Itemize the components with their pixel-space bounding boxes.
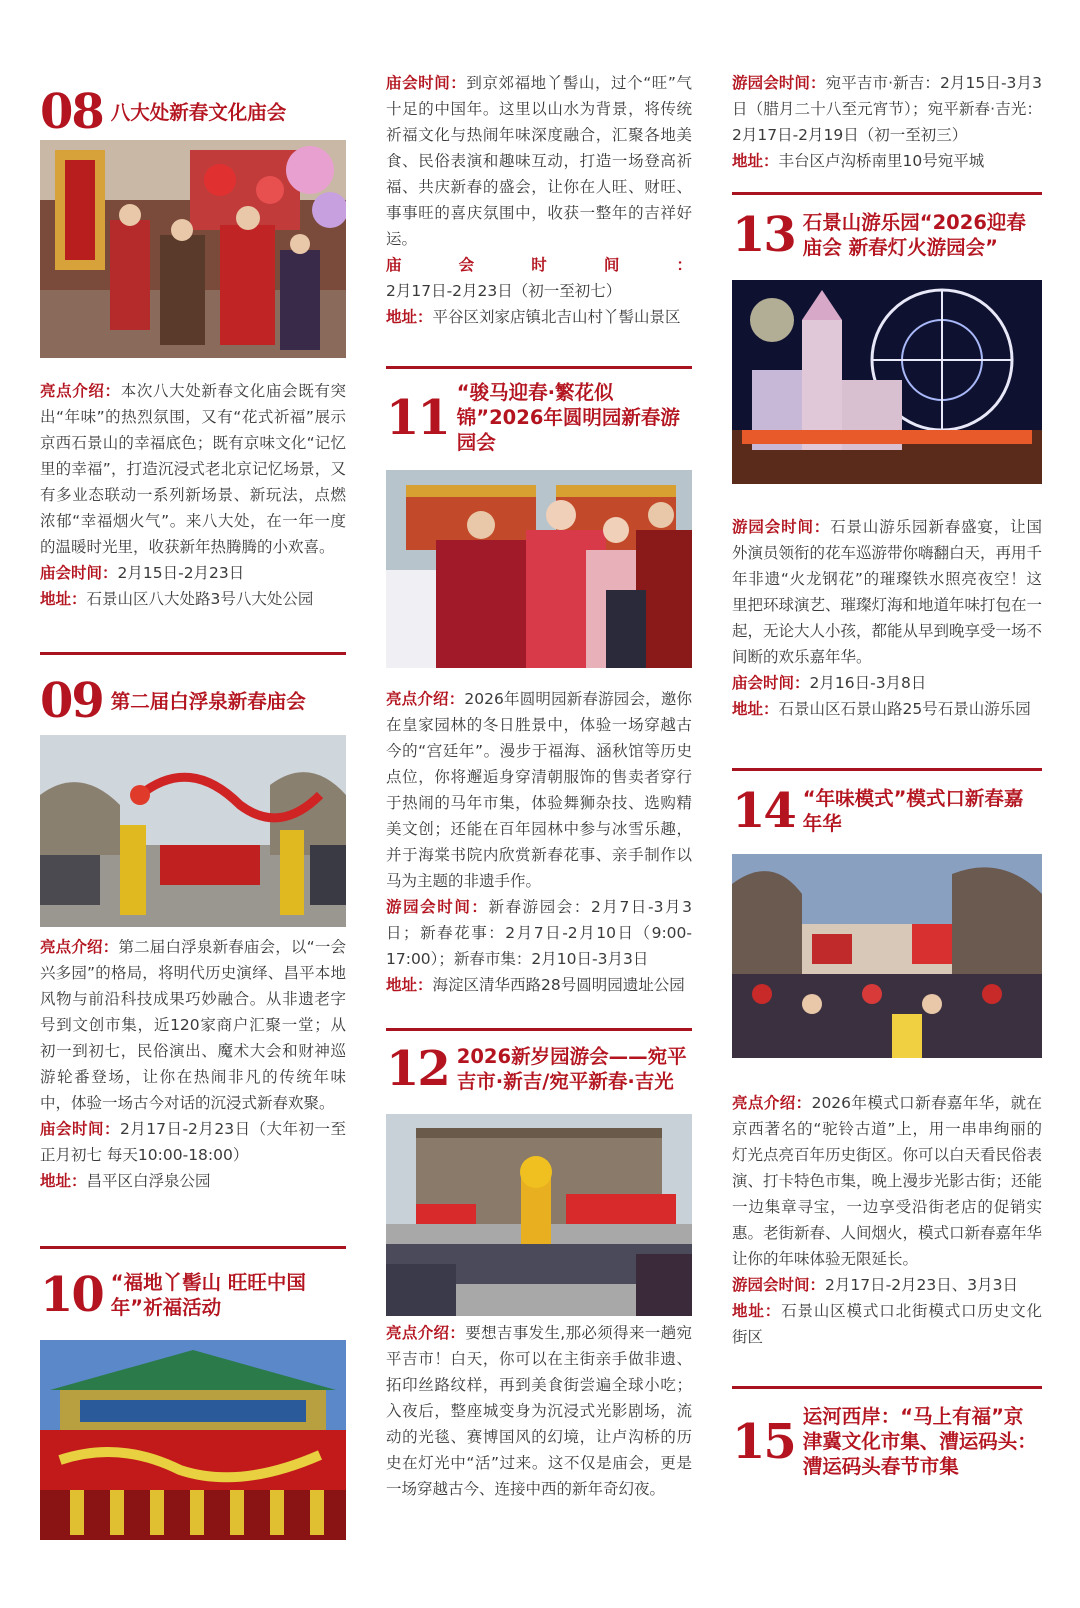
highlight-label: 亮点介绍： xyxy=(40,382,121,400)
item-number: 13 xyxy=(732,207,795,263)
divider xyxy=(386,366,692,369)
item-09-header xyxy=(40,673,346,729)
time-line xyxy=(40,560,346,586)
time-line xyxy=(732,70,1042,148)
address-label: 地址： xyxy=(386,308,433,326)
highlight-label: 庙会时间： xyxy=(386,74,467,92)
time-line xyxy=(732,1272,1042,1298)
item-15-header xyxy=(732,1404,1042,1484)
time-text: 2月17日-2月23日（初一至初七） xyxy=(386,282,622,300)
address-text: 石景山区模式口北街模式口历史文化街区 xyxy=(732,1302,1042,1346)
item-number: 14 xyxy=(732,783,795,839)
item-number: 10 xyxy=(40,1267,103,1323)
item-11-body xyxy=(386,686,692,998)
item-13-body xyxy=(732,514,1042,722)
address-label: 地址： xyxy=(40,590,87,608)
time-line xyxy=(386,894,692,972)
item-13-header xyxy=(732,207,1042,270)
item-title: 石景山游乐园“2026迎春庙会 新春灯火游园会” xyxy=(802,211,1026,259)
item-12-body-continued xyxy=(732,70,1042,174)
item-11-header xyxy=(386,380,692,460)
address-line xyxy=(732,696,1042,722)
item-number: 11 xyxy=(386,389,449,446)
address-line xyxy=(732,148,1042,174)
highlight-paragraph xyxy=(386,1320,692,1502)
highlight-paragraph xyxy=(732,1090,1042,1272)
divider xyxy=(732,192,1042,195)
address-text: 石景山区八大处路3号八大处公园 xyxy=(86,590,314,608)
divider xyxy=(40,1246,346,1249)
address-text: 石景山区石景山路25号石景山游乐园 xyxy=(778,700,1031,718)
time-label: 庙会时间： xyxy=(732,674,810,692)
time-text: 2月15日-2月23日 xyxy=(117,564,245,582)
address-label: 地址： xyxy=(732,700,779,718)
time-line xyxy=(40,1116,346,1168)
highlight-paragraph xyxy=(386,70,692,252)
item-number: 12 xyxy=(386,1041,449,1097)
photo-yajishan-temple xyxy=(40,1340,346,1540)
item-title: 第二届白浮泉新春庙会 xyxy=(110,689,306,713)
address-label: 地址： xyxy=(40,1172,87,1190)
highlight-text: 到京郊福地丫髻山，过个“旺”气十足的中国年。这里以山水为背景，将传统祈福文化与热闹年味深度融合，汇聚各地美食、民俗表演和趣味互动，打造一场登高祈福、共庆新春的盛会，让你在人旺、财旺、事事旺的喜庆氛围中，收获一整年的吉祥好运。 xyxy=(386,74,692,248)
item-title: 八大处新春文化庙会 xyxy=(110,100,287,124)
address-line xyxy=(732,1298,1042,1350)
time-label: 游园会时间： xyxy=(732,74,826,92)
item-10-header xyxy=(40,1267,346,1330)
item-10-body xyxy=(386,70,692,330)
address-text: 丰台区卢沟桥南里10号宛平城 xyxy=(778,152,985,170)
photo-yuanmingyuan-fair xyxy=(386,470,692,668)
photo-wanping-city xyxy=(386,1114,692,1316)
highlight-paragraph xyxy=(386,686,692,894)
time-text: 2月17日-2月23日、3月3日 xyxy=(825,1276,1019,1294)
item-14-header xyxy=(732,783,1042,846)
time-text: 新春游园会：2月7日-3月3日；新春花事：2月7日-2月10日（9:00-17:00）；新春市集：2月10日-3月3日 xyxy=(386,898,692,968)
divider xyxy=(386,1028,692,1031)
time-label: 庙会时间： xyxy=(40,1120,120,1138)
highlight-text: 本次八大处新春文化庙会既有突出“年味”的热烈氛围，又有“花式祈福”展示京西石景山的幸福底色；既有京味文化“记忆里的幸福”，打造沉浸式老北京记忆场景，又有多业态联动一系列新场景、新玩法，点燃浓郁“幸福烟火气”。来八大处，在一年一度的温暖时光里，收获新年热腾腾的小欢喜。 xyxy=(40,382,346,556)
highlight-paragraph xyxy=(40,934,346,1116)
item-number: 09 xyxy=(40,673,103,729)
highlight-label: 亮点介绍： xyxy=(386,690,465,708)
item-number: 08 xyxy=(40,84,103,140)
address-label: 地址： xyxy=(732,152,779,170)
item-title: “年味模式”模式口新春嘉年华 xyxy=(802,787,1024,835)
address-line xyxy=(386,304,692,330)
time-label: 庙会时间： xyxy=(386,256,692,274)
item-number: 15 xyxy=(732,1413,795,1470)
item-14-body xyxy=(732,1090,1042,1350)
highlight-text: 2026年圆明园新春游园会，邀你在皇家园林的冬日胜景中，体验一场穿越古今的“宫廷年”。漫步于福海、涵秋馆等历史点位，你将邂逅身穿清朝服饰的售卖者穿行于热闹的马年市集，体验舞狮杂技、选购精美文创；还能在百年园林中参与冰雪乐趣，并于海棠书院内欣赏新春花事、亲手制作以马为主题的非遗手作。 xyxy=(386,690,692,890)
time-line xyxy=(386,252,692,304)
item-08-body xyxy=(40,378,346,612)
time-text: 2月16日-3月8日 xyxy=(809,674,927,692)
address-text: 平谷区刘家店镇北吉山村丫髻山景区 xyxy=(432,308,681,326)
address-line xyxy=(40,586,346,612)
item-09-body xyxy=(40,934,346,1194)
highlight-label: 亮点介绍： xyxy=(732,1094,812,1112)
time-label: 游园会时间： xyxy=(386,898,489,916)
item-title: “福地丫髻山 旺旺中国年”祈福活动 xyxy=(110,1271,306,1319)
photo-badachu-temple-fair xyxy=(40,140,346,358)
time-text: 2月17日-2月23日（大年初一至正月初七 每天10:00-18:00） xyxy=(40,1120,346,1164)
item-12-body xyxy=(386,1320,692,1502)
item-title: 运河西岸：“马上有福”京津冀文化市集、漕运码头：漕运码头春节市集 xyxy=(802,1405,1037,1478)
divider xyxy=(732,1386,1042,1389)
address-text: 昌平区白浮泉公园 xyxy=(86,1172,211,1190)
highlight-text: 第二届白浮泉新春庙会，以“一会兴多园”的格局，将明代历史演绎、昌平本地风物与前沿科技成果巧妙融合。从非遗老字号到文创市集，近120家商户汇聚一堂；从初一到初七，民俗演出、魔术大会和财神巡游轮番登场，让你在热闹非凡的传统年味中，体验一场古今对话的沉浸式新春欢聚。 xyxy=(40,938,346,1112)
highlight-text: 2026年模式口新春嘉年华，就在京西著名的“驼铃古道”上，用一串串绚丽的灯光点亮百年历史街区。你可以白天看民俗表演、打卡特色市集，晚上漫步光影古街；还能一边集章寻宝，一边享受沿街老店的促销实惠。老街新春、人间烟火，模式口新春嘉年华让你的年味体验无限延长。 xyxy=(732,1094,1043,1268)
address-label: 地址： xyxy=(386,976,433,994)
time-line xyxy=(732,670,1042,696)
time-label: 游园会时间： xyxy=(732,1276,826,1294)
highlight-label: 游园会时间： xyxy=(732,518,831,536)
address-line xyxy=(40,1168,346,1194)
divider xyxy=(40,652,346,655)
item-12-header xyxy=(386,1041,692,1104)
photo-baifuquan-dragon-dance xyxy=(40,735,346,927)
highlight-label: 亮点介绍： xyxy=(386,1324,466,1342)
highlight-label: 亮点介绍： xyxy=(40,938,119,956)
highlight-paragraph xyxy=(40,378,346,560)
highlight-text: 要想吉事发生,那必须得来一趟宛平吉市！白天，你可以在主街亲手做非遗、拓印丝路纹样，再到美食街尝遍全球小吃；入夜后，整座城变身为沉浸式光影剧场，流动的光毯、赛博国风的幻境，让卢沟桥的历史在灯光中“活”过来。这不仅是庙会，更是一场穿越古今、连接中西的新年奇幻夜。 xyxy=(386,1324,692,1498)
highlight-paragraph xyxy=(732,514,1042,670)
address-label: 地址： xyxy=(732,1302,782,1320)
item-title: 2026新岁园游会——宛平吉市·新吉/宛平新春·吉光 xyxy=(456,1045,687,1093)
item-title: “骏马迎春·繁花似锦”2026年圆明园新春游园会 xyxy=(456,381,680,454)
divider xyxy=(732,768,1042,771)
time-text: 宛平吉市·新吉：2月15日-3月3日（腊月二十八至元宵节）；宛平新春·吉光：2月17日-2月19日（初一至初三） xyxy=(732,74,1042,144)
photo-moshikou-street xyxy=(732,854,1042,1058)
highlight-text: 石景山游乐园新春盛宴，让国外演员领衔的花车巡游带你嗨翻白天，再用千年非遗“火龙钢花”的璀璨铁水照亮夜空！这里把环球演艺、璀璨灯海和地道年味打包在一起，无论大人小孩，都能从早到晚享受一场不间断的欢乐嘉年华。 xyxy=(732,518,1043,666)
time-label: 庙会时间： xyxy=(40,564,118,582)
address-text: 海淀区清华西路28号圆明园遗址公园 xyxy=(432,976,685,994)
address-line xyxy=(386,972,692,998)
photo-shijingshan-amusement-park xyxy=(732,280,1042,484)
item-08-header xyxy=(40,84,346,140)
